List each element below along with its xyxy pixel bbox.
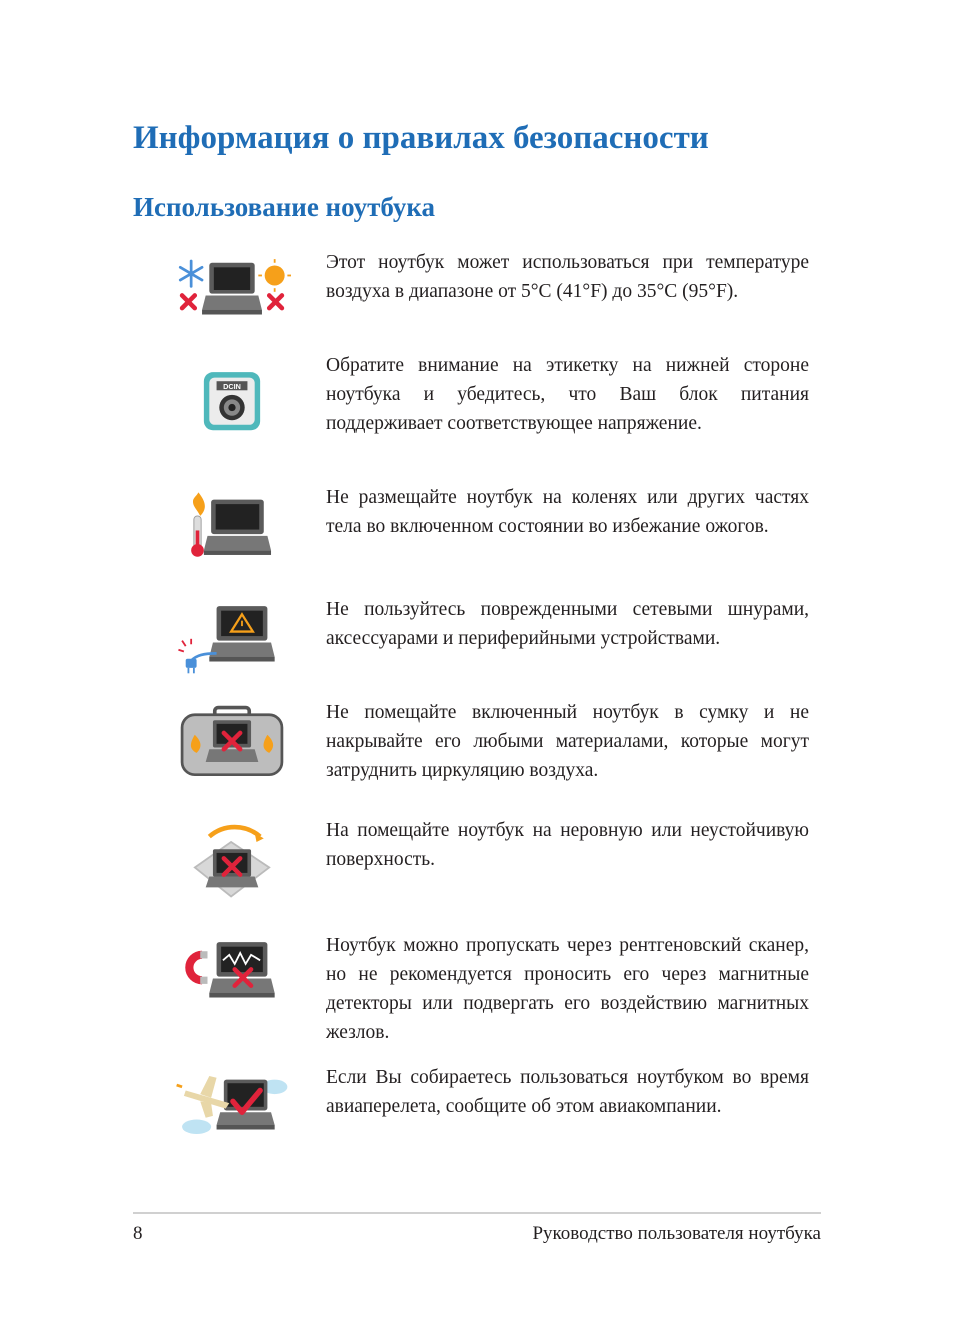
safety-item-text: На помещайте ноутбук на неровную или неустойчивую поверхность. [326,820,809,870]
page-number: 8 [133,1223,143,1244]
dcin-power-label-icon [173,363,291,443]
laptop-in-bag-icon [173,702,291,782]
magnet-laptop-icon [173,933,291,1013]
footer-title: Руководство пользователя ноутбука [532,1223,821,1244]
hot-laptop-icon [173,485,291,565]
safety-item-text: Не пользуйтесь поврежденными сетевыми шнурами, аксессуарами и периферийными устройствами. [326,599,809,649]
unstable-surface-icon [173,822,291,902]
safety-item-text: Этот ноутбук может использоваться при температуре воздуха в диапазоне от 5°C (41°F) до 35°C (95°F). [326,252,809,302]
safety-item-text: Обратите внимание на этикетку на нижней стороне ноутбука и убедитесь, что Ваш блок питания поддерживает соответствующее напряжение. [326,355,809,434]
safety-item-text: Не размещайте ноутбук на коленях или других частях тела во включенном состоянии во избежание ожогов. [326,487,809,537]
safety-item-text: Ноутбук можно пропускать через рентгеновский сканер, но не рекомендуется проносить его через магнитные детекторы или подвергать его воздействию магнитных жезлов. [326,935,809,1043]
page-title: Информация о правилах безопасности [133,120,709,156]
temperature-range-icon [173,250,291,330]
safety-item-text: Если Вы собираетесь пользоваться ноутбуком во время авиаперелета, сообщите об этом авиакомпании. [326,1067,809,1117]
section-title: Использование ноутбука [133,192,435,222]
airplane-laptop-icon [173,1065,291,1145]
safety-item-text: Не помещайте включенный ноутбук в сумку и не накрывайте его любыми материалами, которые могут затруднить циркуляцию воздуха. [326,702,809,781]
footer-divider [133,1212,821,1214]
dcin-label: DCIN [223,381,241,391]
damaged-cable-icon [173,597,291,677]
